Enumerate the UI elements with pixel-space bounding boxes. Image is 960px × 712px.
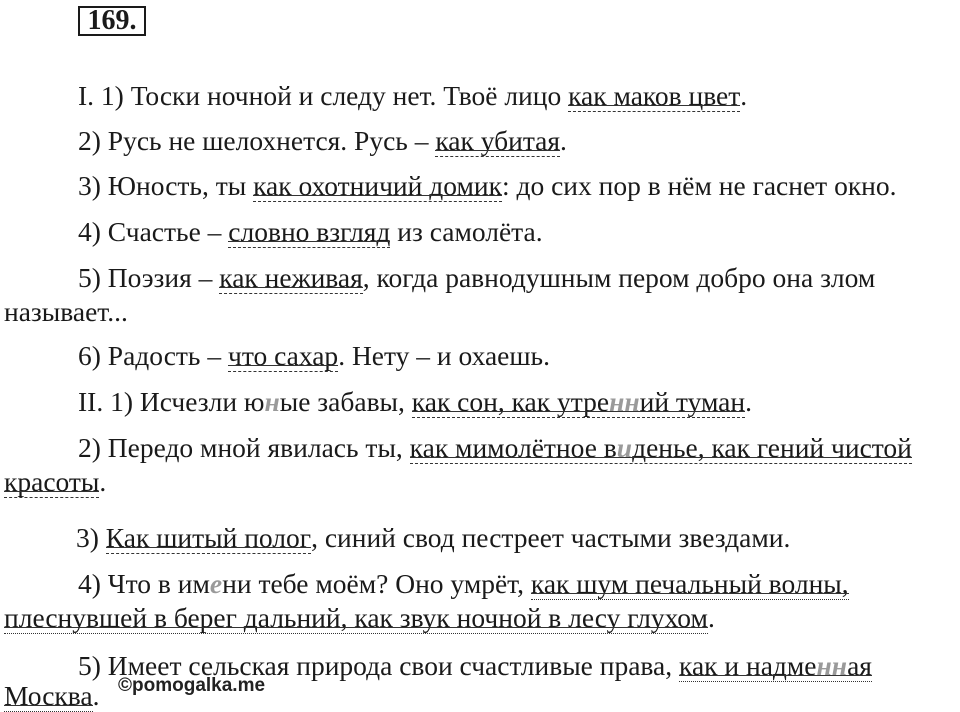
watermark: ©pomogalka.me xyxy=(118,675,266,696)
comparison: как маков цвет xyxy=(568,80,741,111)
text: ые забавы, xyxy=(279,386,412,417)
text: 6) Радость – xyxy=(78,340,228,371)
comparison: Москва xyxy=(4,680,93,711)
text: I. 1) Тоски ночной и следу нет. Твоё лицо xyxy=(78,80,569,111)
text: . Нету – и охаешь. xyxy=(338,340,550,371)
comparison: как охотничий домик xyxy=(253,170,502,201)
text: как мимолётное в xyxy=(409,432,617,463)
comparison: Как шитый полог xyxy=(105,522,312,553)
sentence-1-5-cont xyxy=(4,296,128,328)
text: 5) Имеет сельская природа свои счастливые права, xyxy=(78,650,680,681)
text: из самолёта. xyxy=(390,216,543,247)
highlighted-letter: нн xyxy=(816,650,848,681)
text: 5) Поэзия – xyxy=(78,262,220,293)
text: . xyxy=(560,125,567,156)
sentence-2-4-cont xyxy=(4,602,715,634)
highlighted-letter: е xyxy=(209,568,223,599)
sentence-1-3 xyxy=(78,170,897,202)
text: 3) xyxy=(76,522,106,553)
sentence-1-6 xyxy=(78,340,550,372)
text: ий туман xyxy=(639,386,746,417)
exercise-number: 169. xyxy=(78,6,146,36)
text: денье, как гений чистой xyxy=(632,432,912,463)
text: : до сих пор в нём не гаснет окно. xyxy=(501,170,897,201)
text: как сон, как утре xyxy=(411,386,610,417)
highlighted-letter: и xyxy=(616,432,633,463)
comparison xyxy=(410,432,912,464)
sentence-1-4 xyxy=(78,216,543,248)
sentence-2-3 xyxy=(76,522,790,554)
text: 2) Русь не шелохнется. Русь – xyxy=(78,125,436,156)
text: 3) Юность, ты xyxy=(78,170,254,201)
sentence-2-1 xyxy=(78,386,752,418)
text: II. 1) Исчезли ю xyxy=(78,386,265,417)
sentence-2-2 xyxy=(78,432,912,464)
text: 4) Что в им xyxy=(78,568,210,599)
text: как и надме xyxy=(679,650,817,681)
comparison: красоты xyxy=(4,466,100,497)
highlighted-letter: н xyxy=(264,386,280,417)
text: . xyxy=(99,466,107,497)
sentence-2-4 xyxy=(78,568,849,600)
text: . xyxy=(745,386,752,417)
text: 2) Передо мной явилась ты, xyxy=(78,432,410,463)
sentence-1-2 xyxy=(78,125,567,157)
text: ни тебе моём? Оно умрёт, xyxy=(222,568,531,599)
comparison: что сахар xyxy=(227,340,339,371)
text: . xyxy=(707,602,715,633)
text: , синий свод пестреет частыми звездами. xyxy=(311,522,791,553)
comparison: плеснувшей в берег дальний, как звук ночной в лесу глухом xyxy=(4,602,708,633)
comparison xyxy=(679,650,872,682)
sentence-1-5 xyxy=(78,262,875,294)
comparison: как убитая xyxy=(435,125,561,156)
text: 4) Счастье – xyxy=(78,216,229,247)
text: , когда равнодушным пером добро она злом xyxy=(362,262,876,293)
text: . xyxy=(740,80,748,111)
text: называет... xyxy=(4,296,128,327)
comparison: как неживая xyxy=(219,262,363,293)
highlighted-letter: нн xyxy=(609,386,640,417)
text: . xyxy=(92,680,100,711)
comparison xyxy=(412,386,745,418)
comparison: словно взгляд xyxy=(228,216,391,247)
comparison: как шум печальный волны, xyxy=(530,568,849,599)
sentence-2-2-cont xyxy=(4,466,106,498)
sentence-1-1 xyxy=(78,80,747,112)
sentence-2-5-cont xyxy=(4,680,99,712)
text: ая xyxy=(847,650,872,681)
